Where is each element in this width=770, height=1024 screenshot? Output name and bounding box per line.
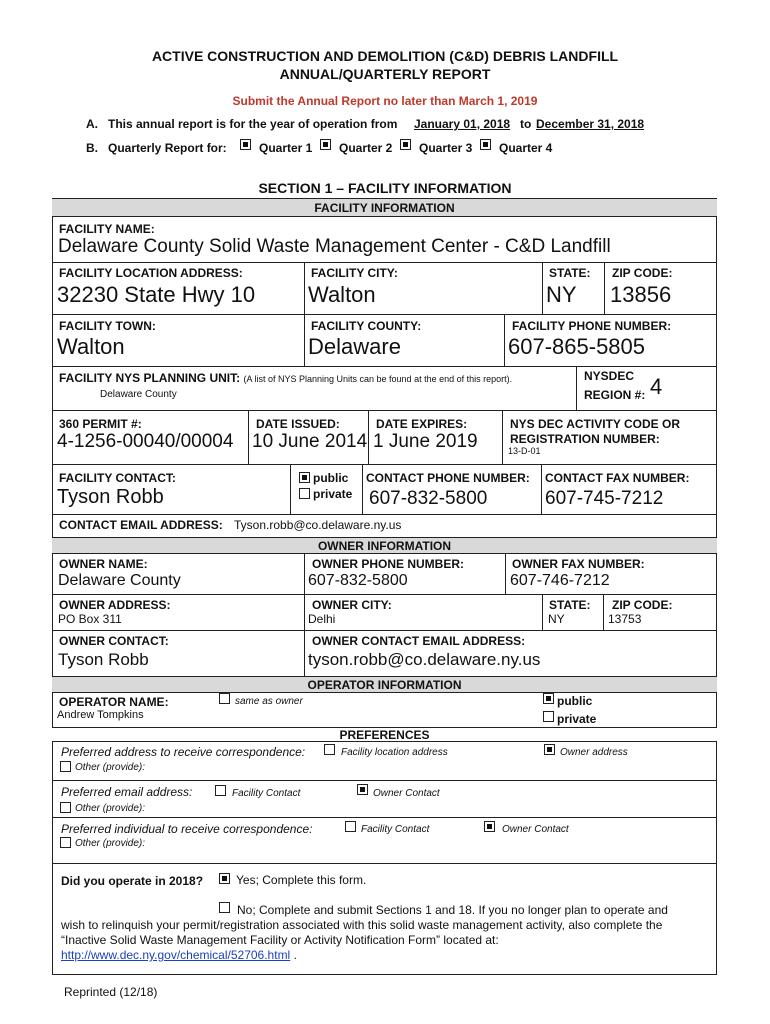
pref-email-other-label: Other (provide): xyxy=(75,803,146,814)
quarter-2-checkbox[interactable] xyxy=(320,139,331,150)
facility-phone-value[interactable]: 607-865-5805 xyxy=(508,334,646,359)
pref-address-other-label: Other (provide): xyxy=(75,762,146,773)
contact-public-label: public xyxy=(313,471,349,485)
pref-address-owner-checkbox[interactable] xyxy=(544,744,555,755)
same-as-owner-label: same as owner xyxy=(235,696,303,707)
reprinted-note: Reprinted (12/18) xyxy=(64,985,158,999)
zip-value[interactable]: 13856 xyxy=(610,282,672,307)
operate-yes-label: Yes; Complete this form. xyxy=(236,873,367,887)
contact-public-checkbox[interactable] xyxy=(299,472,310,483)
section-1-title: SECTION 1 – FACILITY INFORMATION xyxy=(258,180,512,196)
permit-value[interactable]: 4-1256-00040/00004 xyxy=(57,431,234,452)
planning-unit-note: (A list of NYS Planning Units can be found at the end of this report). xyxy=(243,374,513,384)
contact-email-value[interactable]: Tyson.robb@co.delaware.ny.us xyxy=(234,518,402,532)
year-to[interactable]: December 31, 2018 xyxy=(536,117,645,131)
owner-state-value[interactable]: NY xyxy=(548,612,565,626)
facility-contact-value[interactable]: Tyson Robb xyxy=(57,486,164,508)
operator-name-label: OPERATOR NAME: xyxy=(59,695,169,709)
zip-label: ZIP CODE: xyxy=(612,266,673,280)
owner-state-label: STATE: xyxy=(549,598,591,612)
owner-city-label: OWNER CITY: xyxy=(312,598,392,612)
city-label: FACILITY CITY: xyxy=(311,266,398,280)
operator-info-header: OPERATOR INFORMATION xyxy=(52,676,717,693)
item-b-text: Quarterly Report for: xyxy=(108,141,227,155)
contact-email-label: CONTACT EMAIL ADDRESS: xyxy=(59,518,223,532)
town-value[interactable]: Walton xyxy=(57,334,125,359)
owner-email-label: OWNER CONTACT EMAIL ADDRESS: xyxy=(312,634,526,648)
operate-question: Did you operate in 2018? xyxy=(61,874,204,888)
owner-info-header: OWNER INFORMATION xyxy=(52,537,717,554)
quarter-1-checkbox[interactable] xyxy=(240,139,251,150)
preferences-header: PREFERENCES xyxy=(52,727,717,742)
operate-link-tail: . xyxy=(290,948,297,962)
operator-public-label: public xyxy=(557,694,593,708)
contact-fax-value[interactable]: 607-745-7212 xyxy=(545,488,664,509)
facility-name-value[interactable]: Delaware County Solid Waste Management Center - C&D Landfill xyxy=(58,236,611,257)
state-label: STATE: xyxy=(549,266,591,280)
pref-address-owner-label: Owner address xyxy=(560,747,628,758)
pref-individual-facility-label: Facility Contact xyxy=(361,824,430,835)
operate-no-text-1: No; Complete and submit Sections 1 and 18. If you no longer plan to operate and xyxy=(237,903,668,917)
expires-label: DATE EXPIRES: xyxy=(376,417,468,431)
location-value[interactable]: 32230 State Hwy 10 xyxy=(57,282,256,307)
pref-individual-owner-checkbox[interactable] xyxy=(484,821,495,832)
deadline-notice: Submit the Annual Report no later than March 1, 2019 xyxy=(232,94,538,108)
county-value[interactable]: Delaware xyxy=(308,334,401,359)
quarter-2-label: Quarter 2 xyxy=(339,141,393,155)
pref-individual-other-label: Other (provide): xyxy=(75,838,146,849)
pref-email-other-checkbox[interactable] xyxy=(60,802,71,813)
region-label-2: REGION #: xyxy=(584,388,646,402)
inactive-form-link[interactable]: http://www.dec.ny.gov/chemical/52706.html xyxy=(61,948,291,962)
form-title: ACTIVE CONSTRUCTION AND DEMOLITION (C&D) DEBRIS LANDFILL xyxy=(151,48,619,64)
pref-email-question: Preferred email address: xyxy=(61,785,193,799)
quarter-3-checkbox[interactable] xyxy=(400,139,411,150)
owner-address-value[interactable]: PO Box 311 xyxy=(58,612,122,626)
operate-no-checkbox[interactable] xyxy=(219,902,230,913)
quarter-4-label: Quarter 4 xyxy=(499,141,553,155)
pref-email-facility-checkbox[interactable] xyxy=(215,785,226,796)
contact-phone-label: CONTACT PHONE NUMBER: xyxy=(366,471,530,485)
activity-value[interactable]: 13-D-01 xyxy=(508,446,541,456)
contact-private-label: private xyxy=(313,487,353,501)
year-from[interactable]: January 01, 2018 xyxy=(414,117,511,131)
region-value[interactable]: 4 xyxy=(650,374,663,399)
location-label: FACILITY LOCATION ADDRESS: xyxy=(59,266,243,280)
facility-contact-label: FACILITY CONTACT: xyxy=(59,471,176,485)
facility-name-label: FACILITY NAME: xyxy=(59,222,155,236)
pref-individual-other-checkbox[interactable] xyxy=(60,837,71,848)
pref-individual-facility-checkbox[interactable] xyxy=(345,821,356,832)
operate-no-text-3: “Inactive Solid Waste Management Facility or Activity Notification Form” located at: xyxy=(61,933,499,947)
year-to-word: to xyxy=(520,117,532,131)
pref-email-owner-checkbox[interactable] xyxy=(357,784,368,795)
owner-phone-label: OWNER PHONE NUMBER: xyxy=(312,557,464,571)
operator-private-checkbox[interactable] xyxy=(543,711,554,722)
planning-unit-label: FACILITY NYS PLANNING UNIT: xyxy=(59,371,241,385)
state-value[interactable]: NY xyxy=(546,282,577,307)
owner-zip-label: ZIP CODE: xyxy=(612,598,673,612)
facility-phone-label: FACILITY PHONE NUMBER: xyxy=(512,319,672,333)
pref-email-owner-label: Owner Contact xyxy=(373,788,440,799)
owner-zip-value[interactable]: 13753 xyxy=(608,612,642,626)
quarter-1-label: Quarter 1 xyxy=(259,141,313,155)
contact-phone-value[interactable]: 607-832-5800 xyxy=(369,488,488,509)
same-as-owner-checkbox[interactable] xyxy=(219,693,230,704)
operator-private-label: private xyxy=(557,712,597,726)
pref-individual-owner-label: Owner Contact xyxy=(502,824,569,835)
owner-contact-label: OWNER CONTACT: xyxy=(59,634,169,648)
operate-yes-checkbox[interactable] xyxy=(219,873,230,884)
city-value[interactable]: Walton xyxy=(308,282,376,307)
owner-contact-value[interactable]: Tyson Robb xyxy=(58,650,149,669)
issued-label: DATE ISSUED: xyxy=(256,417,340,431)
expires-value[interactable]: 1 June 2019 xyxy=(373,431,478,452)
facility-info-header: FACILITY INFORMATION xyxy=(52,198,717,217)
form-subtitle: ANNUAL/QUARTERLY REPORT xyxy=(279,66,491,82)
pref-email-facility-label: Facility Contact xyxy=(232,788,301,799)
region-label-1: NYSDEC xyxy=(584,369,635,383)
issued-value[interactable]: 10 June 2014 xyxy=(252,431,368,452)
quarter-3-label: Quarter 3 xyxy=(419,141,473,155)
pref-address-facility-checkbox[interactable] xyxy=(324,744,335,755)
activity-label: NYS DEC ACTIVITY CODE OR REGISTRATION NUMBER: xyxy=(510,417,681,446)
operator-name-value[interactable]: Andrew Tompkins xyxy=(57,709,144,721)
town-label: FACILITY TOWN: xyxy=(59,319,156,333)
operate-no-text-2: wish to relinquish your permit/registration associated with this solid waste management activity, also complete the xyxy=(61,918,663,932)
owner-fax-value[interactable]: 607-746-7212 xyxy=(510,572,610,589)
owner-city-value[interactable]: Delhi xyxy=(308,612,336,626)
planning-unit-label-block xyxy=(59,371,559,385)
operator-public-checkbox[interactable] xyxy=(543,693,554,704)
owner-name-value[interactable]: Delaware County xyxy=(58,572,181,589)
quarter-4-checkbox[interactable] xyxy=(480,139,491,150)
pref-individual-question: Preferred individual to receive correspondence: xyxy=(61,822,313,836)
pref-address-other-checkbox[interactable] xyxy=(60,761,71,772)
item-b-letter: B. xyxy=(86,141,98,155)
pref-address-facility-label: Facility location address xyxy=(341,747,448,758)
owner-name-label: OWNER NAME: xyxy=(59,557,148,571)
item-a-text: This annual report is for the year of operation from xyxy=(108,117,398,131)
county-label: FACILITY COUNTY: xyxy=(311,319,422,333)
owner-fax-label: OWNER FAX NUMBER: xyxy=(512,557,645,571)
operate-link-line xyxy=(61,948,297,962)
owner-phone-value[interactable]: 607-832-5800 xyxy=(308,572,408,589)
owner-address-label: OWNER ADDRESS: xyxy=(59,598,171,612)
contact-fax-label: CONTACT FAX NUMBER: xyxy=(545,471,690,485)
item-a-letter: A. xyxy=(86,117,98,131)
planning-unit-value[interactable]: Delaware County xyxy=(100,389,177,400)
owner-email-value[interactable]: tyson.robb@co.delaware.ny.us xyxy=(308,650,541,669)
contact-private-checkbox[interactable] xyxy=(299,488,310,499)
pref-address-question: Preferred address to receive correspondence: xyxy=(61,745,306,759)
permit-label: 360 PERMIT #: xyxy=(59,417,142,431)
